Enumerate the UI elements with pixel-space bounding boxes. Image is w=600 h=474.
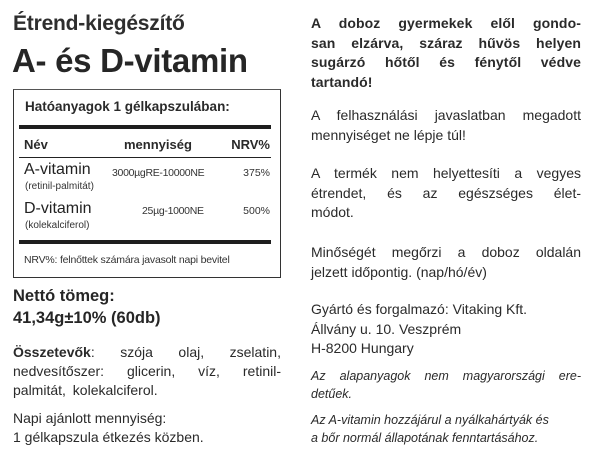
row-d-vitamin-nrv: 500% — [243, 205, 270, 217]
col-head-amount: mennyiség — [124, 137, 192, 152]
row-d-vitamin-sub: (kolekalciferol) — [25, 220, 90, 231]
col-head-nrv: NRV% — [231, 137, 270, 152]
dosage-warning: A felhasználási javaslatban megadott mennyiséget ne lépje túl! — [311, 107, 581, 143]
best-before: Minőségét megőrzi a doboz oldalán jelzett időpontig. (nap/hó/év) — [311, 244, 581, 280]
net-weight-label: Nettó tömeg: — [13, 287, 115, 305]
diet-notice: A termék nem helyettesíti a vegyes étrendet, és az egészséges élet- módot. — [311, 165, 581, 220]
supertitle: Étrend-kiegészítő — [13, 12, 185, 35]
ingredients: Összetevők: szója olaj, zselatin, nedvesítőszer: glicerin, víz, retinil- palmitát, kolekalciferol. — [13, 344, 281, 398]
net-weight-value: 41,34g±10% (60db) — [13, 309, 161, 327]
footer-rule — [19, 240, 271, 244]
header-rule — [19, 157, 271, 158]
row-a-vitamin-nrv: 375% — [243, 167, 270, 179]
row-d-vitamin-name: D-vitamin — [24, 200, 92, 217]
nrv-footnote: NRV%: felnőttek számára javasolt napi bevitel — [24, 254, 230, 266]
origin-notice: Az alapanyagok nem magyarországi ere- detűek. — [311, 369, 581, 401]
manufacturer: Gyártó és forgalmazó: Vitaking Kft. Állvány u. 10. Veszprém H-8200 Hungary — [311, 301, 528, 356]
row-a-vitamin-amount: 3000µgRE-10000NE — [112, 167, 205, 179]
active-ingredients-box — [13, 89, 281, 278]
product-title: A- és D-vitamin — [12, 42, 248, 79]
row-d-vitamin-amount: 25µg-1000NE — [142, 205, 204, 217]
dosage: Napi ajánlott mennyiség: 1 gélkapszula étkezés közben. — [13, 410, 204, 445]
ingredients-label: Összetevők — [13, 344, 91, 360]
col-head-name: Név — [24, 137, 48, 152]
row-a-vitamin-sub: (retinil-palmitát) — [25, 181, 94, 192]
heading-rule — [19, 125, 271, 129]
storage-warning: A doboz gyermekek elől gondo- san elzárva, száraz hűvös helyen sugárzó hőtől és fénytől védve tartandó! — [311, 15, 581, 90]
box-heading: Hatóanyagok 1 gélkapszulában: — [25, 99, 230, 114]
health-claim: Az A-vitamin hozzájárul a nyálkahártyák és a bőr normál állapotának fenntartásához. — [311, 413, 549, 445]
row-a-vitamin-name: A-vitamin — [24, 161, 91, 178]
